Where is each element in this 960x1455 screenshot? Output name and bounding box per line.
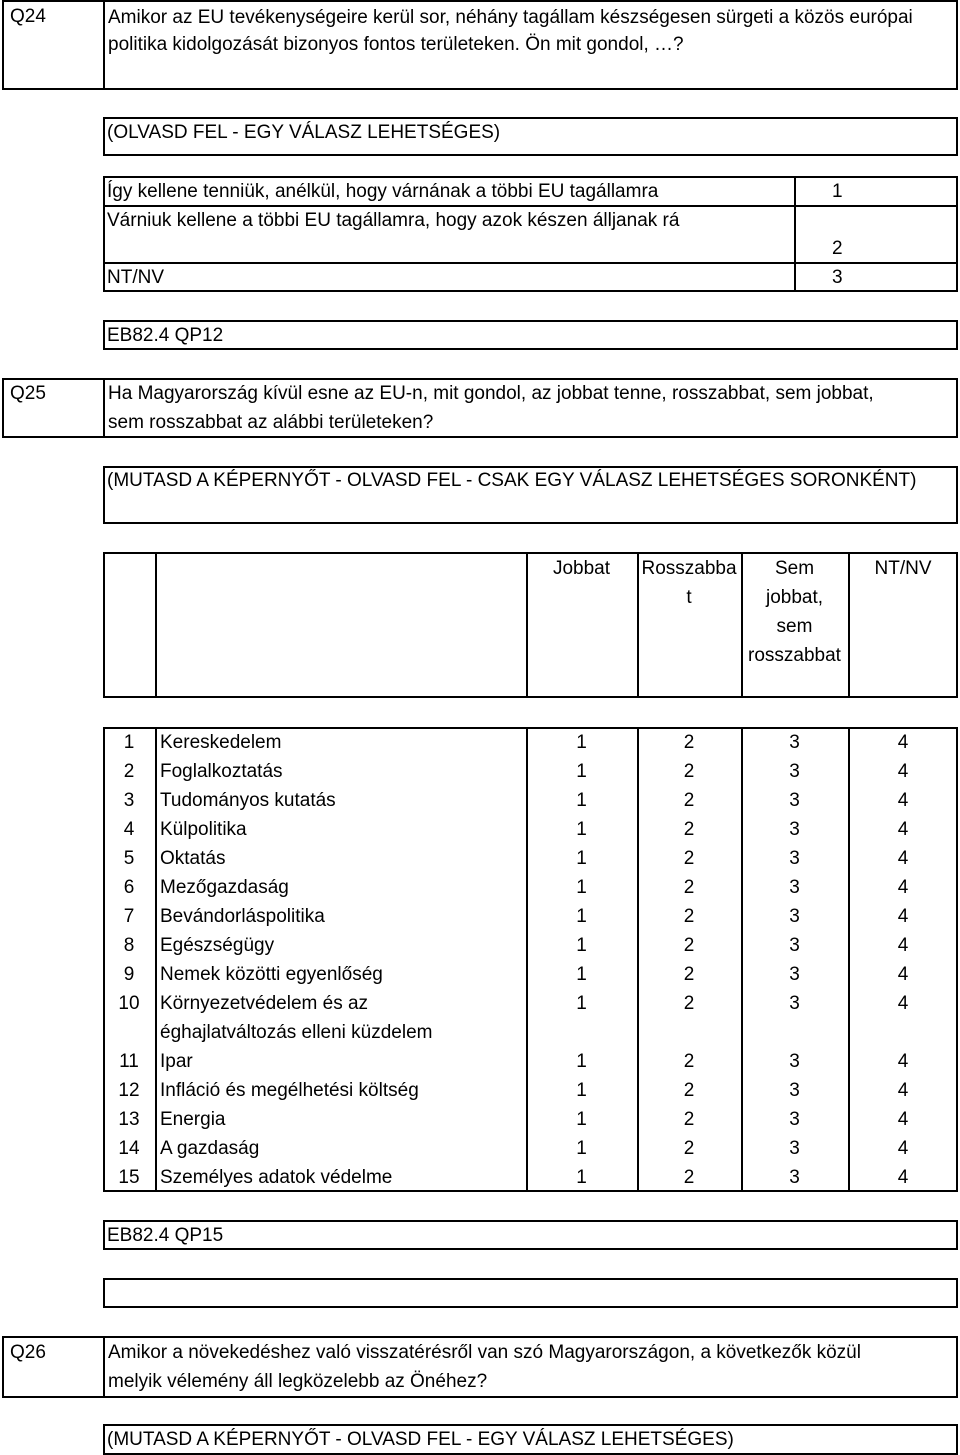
row-number: 4	[123, 819, 135, 840]
col-header-neutral-line1: Sem	[774, 558, 815, 579]
row-number: 2	[123, 761, 135, 782]
q24-option-2-code: 2	[832, 238, 843, 259]
row-code-c3: 3	[789, 906, 800, 927]
row-code-c3: 3	[789, 935, 800, 956]
row-number: 3	[123, 790, 135, 811]
row-label: Mezőgazdaság	[160, 877, 289, 898]
q25-question-line1: Ha Magyarország kívül esne az EU-n, mit gondol, az jobbat tenne, rosszabbat, sem jobbat,	[108, 383, 874, 404]
q24-source-box	[103, 320, 958, 350]
row-code-c3: 3	[789, 1167, 800, 1188]
row-number: 12	[118, 1080, 140, 1101]
row-number: 1	[123, 732, 135, 753]
row-code-c1: 1	[576, 1080, 587, 1101]
row-label: Egészségügy	[160, 935, 275, 956]
row-number: 15	[118, 1167, 140, 1188]
q25-id: Q25	[10, 383, 46, 404]
row-label: Kereskedelem	[160, 732, 282, 753]
row-number: 13	[118, 1109, 140, 1130]
row-number: 14	[118, 1138, 140, 1159]
q24-instruction: (OLVASD FEL - EGY VÁLASZ LEHETSÉGES)	[107, 122, 501, 143]
col-header-rosszabbat-line2: t	[686, 587, 692, 608]
q24-code-divider	[794, 176, 796, 292]
col-header-neutral-line3: sem	[776, 616, 813, 637]
row-code-c1: 1	[576, 819, 587, 840]
row-label: Oktatás	[160, 848, 226, 869]
row-code-c2: 2	[683, 790, 695, 811]
row-code-c3: 3	[789, 819, 800, 840]
row-code-c2: 2	[683, 993, 695, 1014]
q24-question-line2: politika kidolgozását bizonyos fontos területeken. Ön mit gondol, …?	[108, 34, 684, 55]
q25-empty-box	[103, 1278, 958, 1308]
q24-option-divider-2	[103, 262, 958, 264]
row-code-c3: 3	[789, 790, 800, 811]
row-label: Infláció és megélhetési költség	[160, 1080, 419, 1101]
row-label: Nemek közötti egyenlőség	[160, 964, 383, 985]
row-code-c2: 2	[683, 906, 695, 927]
q26-question-line2: melyik vélemény áll legközelebb az Önéhez?	[108, 1371, 488, 1392]
row-code-c1: 1	[576, 906, 587, 927]
row-code-c3: 3	[789, 1109, 800, 1130]
q24-option-3-code: 3	[832, 267, 843, 288]
q26-id: Q26	[10, 1342, 46, 1363]
row-code-c2: 2	[683, 1080, 695, 1101]
col-header-rosszabbat-line1: Rosszabba	[641, 558, 737, 579]
q25-source-box	[103, 1220, 958, 1250]
row-code-c2: 2	[683, 732, 695, 753]
row-code-c2: 2	[683, 819, 695, 840]
row-number: 5	[123, 848, 135, 869]
q24-question-line1: Amikor az EU tevékenységeire kerül sor, néhány tagállam készségesen sürgeti a közös európai	[108, 7, 913, 28]
row-label: Környezetvédelem és az	[160, 993, 369, 1014]
row-code-c3: 3	[789, 1080, 800, 1101]
row-code-c3: 3	[789, 1051, 800, 1072]
row-label: Tudományos kutatás	[160, 790, 336, 811]
row-code-c4: 4	[897, 1167, 909, 1188]
row-code-c4: 4	[897, 1051, 909, 1072]
q24-id: Q24	[10, 6, 46, 27]
row-label: Külpolitika	[160, 819, 247, 840]
row-code-c3: 3	[789, 993, 800, 1014]
row-code-c1: 1	[576, 964, 587, 985]
q24-option-1-label: Így kellene tenniük, anélkül, hogy várnának a többi EU tagállamra	[107, 181, 659, 202]
q25-instruction: (MUTASD A KÉPERNYŐT - OLVASD FEL - CSAK EGY VÁLASZ LEHETSÉGES SORONKÉNT)	[107, 470, 917, 491]
row-label: A gazdaság	[160, 1138, 260, 1159]
row-code-c1: 1	[576, 732, 587, 753]
q25-header-divider-num	[155, 552, 157, 698]
row-code-c2: 2	[683, 1138, 695, 1159]
row-code-c4: 4	[897, 877, 909, 898]
row-code-c2: 2	[683, 848, 695, 869]
row-code-c4: 4	[897, 935, 909, 956]
row-code-c4: 4	[897, 790, 909, 811]
row-code-c2: 2	[683, 1109, 695, 1130]
q26-question-line1: Amikor a növekedéshez való visszatérésről van szó Magyarországon, a következők közül	[108, 1342, 861, 1363]
row-label: Bevándorláspolitika	[160, 906, 325, 927]
row-code-c4: 4	[897, 761, 909, 782]
q26-instruction: (MUTASD A KÉPERNYŐT - OLVASD FEL - EGY VÁLASZ LEHETSÉGES)	[107, 1429, 734, 1450]
row-code-c1: 1	[576, 1138, 587, 1159]
q25-question-line2: sem rosszabbat az alábbi területeken?	[108, 412, 434, 433]
row-code-c3: 3	[789, 732, 800, 753]
row-code-c1: 1	[576, 877, 587, 898]
row-code-c2: 2	[683, 935, 695, 956]
row-code-c2: 2	[683, 877, 695, 898]
row-code-c3: 3	[789, 761, 800, 782]
row-code-c4: 4	[897, 1109, 909, 1130]
row-code-c4: 4	[897, 732, 909, 753]
col-header-neutral-line2: jobbat,	[765, 587, 824, 608]
row-number: 8	[123, 935, 135, 956]
row-code-c3: 3	[789, 1138, 800, 1159]
row-code-c1: 1	[576, 790, 587, 811]
row-code-c4: 4	[897, 1080, 909, 1101]
row-number: 6	[123, 877, 135, 898]
q25-source: EB82.4 QP15	[107, 1225, 224, 1246]
row-code-c2: 2	[683, 761, 695, 782]
row-code-c1: 1	[576, 848, 587, 869]
row-code-c4: 4	[897, 819, 909, 840]
col-header-ntnv: NT/NV	[874, 558, 932, 579]
row-number: 11	[119, 1051, 139, 1072]
col-header-jobbat: Jobbat	[552, 558, 611, 579]
row-number: 7	[123, 906, 135, 927]
row-code-c4: 4	[897, 993, 909, 1014]
row-code-c4: 4	[897, 906, 909, 927]
row-code-c3: 3	[789, 848, 800, 869]
col-header-neutral-line4: rosszabbat	[748, 645, 841, 666]
row-label: Energia	[160, 1109, 226, 1130]
row-code-c2: 2	[683, 1051, 695, 1072]
row-code-c1: 1	[576, 935, 587, 956]
q25-body-divider-num	[155, 727, 157, 1192]
row-label: Ipar	[160, 1051, 193, 1072]
q24-option-3-label: NT/NV	[107, 267, 164, 288]
row-code-c4: 4	[897, 848, 909, 869]
row-code-c1: 1	[576, 1051, 587, 1072]
q24-option-1-code: 1	[832, 181, 843, 202]
q26-id-divider	[103, 1336, 105, 1398]
q24-source: EB82.4 QP12	[107, 325, 224, 346]
row-code-c1: 1	[576, 993, 587, 1014]
row-code-c1: 1	[576, 1167, 587, 1188]
row-code-c3: 3	[789, 877, 800, 898]
row-code-c3: 3	[789, 964, 800, 985]
row-label: Foglalkoztatás	[160, 761, 283, 782]
q25-id-divider	[103, 378, 105, 438]
row-code-c1: 1	[576, 761, 587, 782]
row-code-c2: 2	[683, 1167, 695, 1188]
row-code-c4: 4	[897, 964, 909, 985]
row-number: 10	[118, 993, 140, 1014]
row-number: 9	[123, 964, 135, 985]
row-code-c4: 4	[897, 1138, 909, 1159]
q24-id-divider	[103, 0, 105, 90]
row-label-line2: éghajlatváltozás elleni küzdelem	[160, 1022, 433, 1043]
q24-option-2-label: Várniuk kellene a többi EU tagállamra, hogy azok készen álljanak rá	[107, 210, 680, 231]
row-code-c1: 1	[576, 1109, 587, 1130]
row-code-c2: 2	[683, 964, 695, 985]
row-label: Személyes adatok védelme	[160, 1167, 393, 1188]
